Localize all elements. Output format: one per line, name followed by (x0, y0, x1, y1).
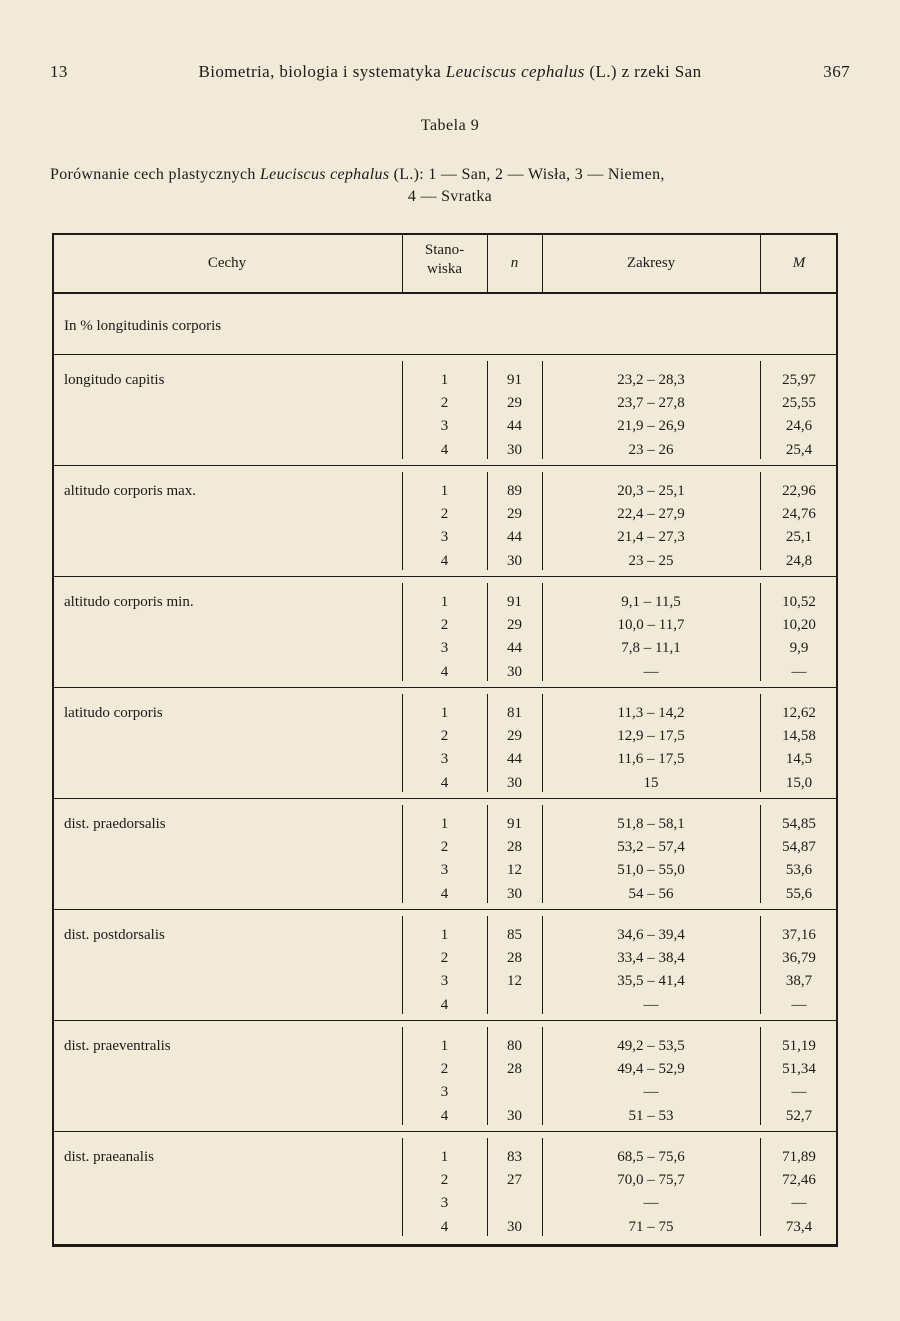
cell-m: 25,97 (782, 372, 816, 388)
cell-zakresy: 23 – 25 (628, 552, 674, 569)
cell-zakresy: 49,4 – 52,9 (617, 1061, 685, 1078)
cell-n: 30 (507, 441, 522, 458)
group-name: latitudo corporis (64, 705, 163, 721)
table-top-rule (52, 233, 838, 235)
cell-stanowisko: 1 (440, 594, 449, 610)
cell-zakresy: 71 – 75 (628, 1218, 674, 1235)
cell-m: 54,87 (782, 839, 816, 856)
group-separator-rule (52, 798, 838, 799)
cell-n: 30 (507, 663, 522, 680)
cell-zakresy: — (643, 663, 659, 680)
cell-stanowisko: 2 (440, 839, 449, 856)
cell-n: 27 (507, 1172, 522, 1189)
cell-stanowisko: 3 (440, 973, 449, 990)
cell-n: 29 (507, 395, 522, 412)
table-label: Tabela 9 (420, 117, 480, 134)
section-label: In % longitudinis corporis (64, 318, 222, 334)
cell-m: 10,52 (782, 594, 816, 610)
group-separator-rule (52, 1020, 838, 1021)
cell-m: 10,20 (782, 617, 816, 634)
cell-stanowisko: 2 (440, 950, 449, 967)
cell-stanowisko: 1 (440, 483, 449, 499)
cell-m: 24,8 (785, 552, 813, 569)
cell-m: 37,16 (782, 927, 816, 943)
group-separator-rule (52, 576, 838, 577)
cell-m: 12,62 (782, 705, 816, 721)
cell-m: 72,46 (782, 1172, 816, 1189)
cell-stanowisko: 4 (440, 663, 449, 680)
cell-n: 28 (507, 1061, 522, 1078)
cell-zakresy: 15 (643, 774, 659, 791)
cell-stanowisko: 3 (440, 1084, 449, 1101)
column-header-cechy: Cechy (207, 255, 247, 271)
cell-zakresy: 35,5 – 41,4 (617, 973, 685, 990)
cell-n: 85 (507, 927, 522, 943)
data-table (52, 233, 838, 1246)
caption-species: Leuciscus cephalus (259, 166, 390, 183)
cell-m: 38,7 (785, 973, 813, 990)
cell-zakresy: 53,2 – 57,4 (617, 839, 685, 856)
cell-n: 28 (507, 950, 522, 967)
cell-stanowisko: 3 (440, 862, 449, 879)
header-column-rule (487, 233, 488, 293)
group-name: longitudo capitis (64, 372, 165, 388)
cell-zakresy: 10,0 – 11,7 (617, 617, 685, 634)
header-column-rule (760, 233, 761, 293)
cell-m: 25,1 (785, 529, 813, 546)
cell-n: 44 (507, 418, 522, 435)
cell-stanowisko: 2 (440, 395, 449, 412)
cell-zakresy: 12,9 – 17,5 (617, 728, 685, 745)
group-name: dist. postdorsalis (64, 927, 165, 943)
group-name: altitudo corporis min. (64, 594, 194, 610)
cell-n: 30 (507, 774, 522, 791)
cell-m: 14,5 (785, 751, 813, 768)
table-header-rule (52, 292, 838, 294)
cell-n: 30 (507, 885, 522, 902)
cell-m: 14,58 (782, 728, 816, 745)
page-number-right: 367 (823, 62, 850, 81)
cell-m: — (791, 1084, 807, 1101)
cell-m: 24,6 (785, 418, 813, 435)
cell-m: 52,7 (785, 1107, 813, 1124)
column-header-zakresy: Zakresy (626, 255, 676, 271)
running-header (50, 62, 850, 86)
cell-stanowisko: 4 (440, 774, 449, 791)
cell-m: 15,0 (785, 774, 813, 791)
cell-m: 36,79 (782, 950, 816, 967)
page-number-left: 13 (50, 62, 68, 81)
cell-m: 25,55 (782, 395, 816, 412)
cell-m: 51,19 (782, 1038, 816, 1054)
cell-n: 91 (507, 372, 522, 388)
cell-zakresy: 70,0 – 75,7 (617, 1172, 685, 1189)
cell-m: — (791, 663, 807, 680)
cell-n: 29 (507, 617, 522, 634)
group-separator-rule (52, 1131, 838, 1132)
running-title: Biometria, biologia i systematyka Leuciscus cephalus (L.) z rzeki San (198, 62, 702, 81)
cell-n: 80 (507, 1038, 522, 1054)
cell-n: 44 (507, 640, 522, 657)
cell-m: 53,6 (785, 862, 813, 879)
cell-m: 25,4 (785, 441, 813, 458)
cell-stanowisko: 3 (440, 1195, 449, 1212)
cell-n: 91 (507, 594, 522, 610)
cell-zakresy: 51,0 – 55,0 (617, 862, 685, 879)
cell-n: 29 (507, 506, 522, 523)
cell-stanowisko: 1 (440, 372, 449, 388)
cell-m: 55,6 (785, 885, 813, 902)
cell-zakresy: 22,4 – 27,9 (617, 506, 685, 523)
cell-zakresy: — (643, 996, 659, 1013)
cell-n: 28 (507, 839, 522, 856)
cell-stanowisko: 1 (440, 1038, 449, 1054)
table-left-rule (52, 233, 54, 1246)
header-column-rule (542, 233, 543, 293)
cell-zakresy: 51,8 – 58,1 (617, 816, 685, 832)
group-separator-rule (52, 687, 838, 688)
cell-stanowisko: 4 (440, 1218, 449, 1235)
cell-stanowisko: 4 (440, 996, 449, 1013)
header-column-rule (402, 233, 403, 293)
cell-stanowisko: 2 (440, 728, 449, 745)
cell-stanowisko: 2 (440, 1172, 449, 1189)
cell-zakresy: — (643, 1195, 659, 1212)
cell-stanowisko: 4 (440, 552, 449, 569)
cell-zakresy: 21,9 – 26,9 (617, 418, 685, 435)
group-separator-rule (52, 465, 838, 466)
cell-stanowisko: 1 (440, 705, 449, 721)
cell-m: 24,76 (782, 506, 816, 523)
group-name: dist. praedorsalis (64, 816, 166, 832)
cell-stanowisko: 4 (440, 885, 449, 902)
cell-stanowisko: 1 (440, 927, 449, 943)
cell-stanowisko: 4 (440, 1107, 449, 1124)
species-name: Leuciscus cephalus (445, 62, 585, 81)
column-header-m: M (792, 255, 806, 271)
cell-n: 81 (507, 705, 522, 721)
cell-stanowisko: 2 (440, 506, 449, 523)
cell-zakresy: 20,3 – 25,1 (617, 483, 685, 499)
group-name: dist. praeanalis (64, 1149, 154, 1165)
group-separator-rule (52, 909, 838, 910)
cell-stanowisko: 3 (440, 418, 449, 435)
cell-n: 12 (507, 862, 522, 879)
cell-n: 44 (507, 529, 522, 546)
cell-n: 30 (507, 1218, 522, 1235)
cell-zakresy: — (643, 1084, 659, 1101)
cell-zakresy: 68,5 – 75,6 (617, 1149, 685, 1165)
group-name: altitudo corporis max. (64, 483, 197, 499)
group-separator-rule (52, 354, 838, 355)
cell-stanowisko: 1 (440, 1149, 449, 1165)
cell-n: 30 (507, 1107, 522, 1124)
cell-n: 30 (507, 552, 522, 569)
cell-n: 29 (507, 728, 522, 745)
cell-n: 83 (507, 1149, 522, 1165)
cell-zakresy: 9,1 – 11,5 (621, 594, 681, 610)
cell-zakresy: 23 – 26 (628, 441, 674, 458)
cell-zakresy: 23,7 – 27,8 (617, 395, 685, 412)
table-bottom-rule (52, 1244, 838, 1247)
cell-m: — (791, 996, 807, 1013)
cell-stanowisko: 2 (440, 1061, 449, 1078)
cell-zakresy: 51 – 53 (628, 1107, 674, 1124)
cell-zakresy: 7,8 – 11,1 (621, 640, 681, 657)
group-name: dist. praeventralis (64, 1038, 171, 1054)
cell-zakresy: 33,4 – 38,4 (617, 950, 685, 967)
caption-line-2: 4 — Svratka (407, 188, 493, 205)
caption-line-1: Porównanie cech plastycznych Leuciscus cephalus (L.): 1 — San, 2 — Wisła, 3 — Niemen, (50, 166, 665, 183)
cell-n: 91 (507, 816, 522, 832)
cell-zakresy: 34,6 – 39,4 (617, 927, 685, 943)
cell-stanowisko: 3 (440, 640, 449, 657)
cell-m: — (791, 1195, 807, 1212)
cell-m: 54,85 (782, 816, 816, 832)
cell-zakresy: 11,3 – 14,2 (617, 705, 685, 721)
cell-stanowisko: 4 (440, 441, 449, 458)
cell-n: 89 (507, 483, 522, 499)
cell-stanowisko: 3 (440, 529, 449, 546)
cell-n: 44 (507, 751, 522, 768)
column-header-stanowiska: Stano- wiska (424, 242, 465, 277)
cell-zakresy: 23,2 – 28,3 (617, 372, 685, 388)
cell-zakresy: 11,6 – 17,5 (617, 751, 685, 768)
table-caption (50, 164, 850, 208)
cell-zakresy: 49,2 – 53,5 (617, 1038, 685, 1054)
cell-n: 12 (507, 973, 522, 990)
cell-stanowisko: 3 (440, 751, 449, 768)
cell-zakresy: 54 – 56 (628, 885, 674, 902)
cell-m: 73,4 (785, 1218, 813, 1235)
cell-m: 51,34 (782, 1061, 816, 1078)
cell-stanowisko: 1 (440, 816, 449, 832)
column-header-n: n (510, 255, 519, 271)
cell-stanowisko: 2 (440, 617, 449, 634)
cell-m: 22,96 (782, 483, 816, 499)
cell-m: 71,89 (782, 1149, 816, 1165)
cell-zakresy: 21,4 – 27,3 (617, 529, 685, 546)
cell-m: 9,9 (789, 640, 809, 657)
